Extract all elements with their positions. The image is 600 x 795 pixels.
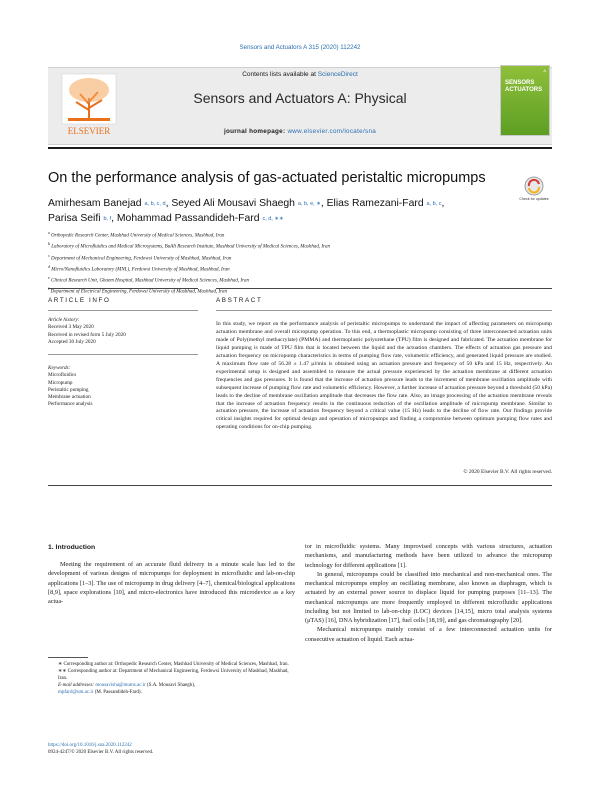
abstract-copyright: © 2020 Elsevier B.V. All rights reserved. (463, 469, 552, 475)
intro-left-column (48, 560, 295, 606)
homepage-link[interactable]: www.elsevier.com/locate/sna (287, 128, 377, 135)
email-link[interactable]: mousavisha@mums.ac.ir (95, 683, 146, 688)
homepage-label: journal homepage: (223, 128, 286, 135)
email-owner: (M. Passandideh-Fard). (93, 690, 142, 695)
history-received: Received 3 May 2020 (48, 324, 94, 331)
keyword-item: Micropump (48, 379, 73, 386)
author-affil-marks[interactable]: a, b, c (426, 201, 442, 207)
affiliation-item: $^a$ Orthopedic Research Center, Mashhad University of Medical Sciences, Mashhad, Iran (48, 230, 225, 239)
abstract-top-rule (216, 288, 552, 289)
article-history (48, 317, 198, 346)
contents-prefix: Contents lists available at (242, 71, 318, 78)
author-affil-marks[interactable]: b, f (103, 216, 112, 222)
intro-right-column (305, 542, 552, 644)
intro-paragraph: In general, micropumps could be classified into mechanical and non-mechanical ones. The mechanical micropumps employ an oscillating membrane, also known as diaphragm, which is actuated by an external power source to displace liquid for pumping purposes [11–13]. The mechanical micropumps are more frequently employed in different microfluidic applications including but not limited to lab-on-chip (LOC) devices [14,15], micro total analysis systems (μTAS) [16], DNA hybridization [17], fuel cells [18,19], and gas chromatography [20]. (305, 570, 552, 624)
author-name[interactable]: Parisa Seifi (48, 213, 101, 224)
history-revised: Received in revised form 5 July 2020 (48, 331, 126, 338)
cover-volume-mark: A (543, 68, 546, 73)
elsevier-wordmark: ELSEVIER (67, 126, 111, 136)
contents-line (48, 71, 552, 78)
doi-link[interactable]: https://doi.org/10.1016/j.sna.2020.112242 (48, 743, 132, 748)
author-affil-marks[interactable]: a, b, c, d (144, 201, 166, 207)
email-label: E-mail addresses: (58, 683, 95, 688)
footnote-divider (48, 657, 88, 658)
footnotes (48, 661, 295, 696)
journal-homepage (48, 128, 552, 135)
doi-block (48, 742, 295, 756)
affiliations (48, 229, 552, 297)
history-accepted: Accepted 30 July 2020 (48, 338, 96, 345)
keywords-rule (48, 354, 198, 355)
check-for-updates-icon[interactable] (518, 175, 550, 205)
running-head[interactable]: Sensors and Actuators A 315 (2020) 112242 (239, 44, 361, 51)
author-affil-marks[interactable]: c, d, ∗∗ (262, 216, 284, 222)
paper-title: On the performance analysis of gas-actuated peristaltic micropumps (48, 170, 486, 186)
author-name[interactable]: Amirhesam Banejad (48, 198, 142, 209)
abstract-body: In this study, we report on the performance analysis of peristaltic micropumps to understand the impact of affecting parameters on micropump actuation membrane and overall micropump operation. To this end, a thermoplastic micropump consisting of three interconnected actuation units made of Poly(methyl methacrylate) (PMMA) and thermoplastic polyurethane (TPU) film is designed and fabricated. The actuation membrane for liquid pumping is made of TPU film that is located between the liquid and the actuation chambers. The effects of actuation gas pressure and actuation frequency on micropump characteristics in terms of pumping flow rate, volumetric efficiency, and generated liquid pressure are studied. A maximum flow rate of 56.28 ± 1.47 μl/min is obtained using an actuation pressure and frequency of 50 kPa and 15 Hz, respectively. An experimental setup is designed and assembled to measure the actual pressure experienced by the actuation membrane at different actuation frequencies and gas pressures. It is found that the increase of actuation pressure leads to the increment of membrane oscillation amplitude with subsequent increase of pumping flow rate and volumetric efficiency. However, a further increase of actuation pressure beyond a threshold (50 kPa) leads to the decline of membrane oscillation amplitude that decreases the flow rate. Also, an image processing of the actuation membrane reveals that the increase of actuation frequency results in the continuous reduction of the oscillation amplitude of micropump membrane. Similar to actuation pressure, the increase of actuation frequency beyond a critical value (15 Hz) leads to the decline of flow rate. Our findings provide critical insights required for optimal design and operation of micropumps and finding a compromise between optimum pumping flow rates and operating conditions for on-chip pumping. (216, 321, 552, 431)
history-label: Article history: (48, 317, 80, 323)
sciencedirect-link[interactable]: ScienceDirect (317, 71, 358, 78)
abstract-bottom-rule (48, 485, 552, 486)
abstract-rule (216, 310, 552, 311)
issn-line: 0924-4247/© 2020 Elsevier B.V. All rights reserved. (48, 750, 154, 755)
journal-masthead (48, 67, 552, 145)
email-owner: (S.A. Mousavi Shaegh), (145, 683, 196, 688)
abstract-heading: ABSTRACT (216, 297, 263, 304)
keywords-label: Keywords: (48, 365, 71, 371)
affiliation-item: $^e$ Clinical Research Unit, Ghaem Hospital, Mashhad University of Medical Sciences, Mashhad, Iran (48, 275, 250, 284)
journal-title: Sensors and Actuators A: Physical (193, 90, 407, 106)
header-divider (48, 147, 552, 149)
corresponding-author-note: ∗∗ Corresponding author at: Department of Mechanical Engineering, Ferdowsi University of Mashhad, Mashhad, Iran. (58, 669, 289, 681)
keyword-item: Peristaltic pumping (48, 386, 89, 393)
author-name[interactable]: Seyed Ali Mousavi Shaegh (171, 198, 295, 209)
article-info-rule (48, 310, 198, 311)
affiliation-item: $^b$ Laboratory of Microfluidics and Medical Microsystems, BuAli Research Institute, Mashhad University of Medical Sciences, Mashhad, Iran (48, 241, 330, 250)
affiliation-item: Department of Electrical Engineering, Ferdowsi University of Mashhad, Mashhad, Iran (50, 289, 228, 295)
author-list: Amirhesam Banejad $^{a, b, c, d}$, Seyed Ali Mousavi Shaegh $^{a, b, e, ∗}$, Elias Ramezani-Fard $^{a, b, c}$, Parisa Seifi $^{b, f}$, Mohammad Passandideh-Fard $^{c, d, ∗∗}$ (48, 198, 445, 224)
section-heading-introduction: 1. Introduction (48, 544, 96, 551)
keyword-item: Performance analysis (48, 401, 93, 408)
keyword-item: Microfluidics (48, 372, 77, 379)
article-info-top-rule (48, 288, 198, 289)
intro-paragraph: tor in microfluidic systems. Many improvised concepts with various structures, actuation mechanisms, and manufacturing methods have been utilized to advance the micropump technology for different applications [1]. (305, 543, 552, 569)
author-affil-marks[interactable]: a, b, e, ∗ (297, 201, 321, 207)
author-name[interactable]: Elias Ramezani-Fard (326, 198, 424, 209)
email-addresses (48, 682, 295, 696)
check-for-updates-label: Check for updates (519, 197, 549, 201)
keyword-item: Membrane actuation (48, 394, 91, 401)
corresponding-author-note: ∗ Corresponding author at: Orthopedic Research Center, Mashhad University of Medical Sciences, Mashhad, Iran. (58, 662, 289, 667)
cover-title-line1: SENSORS (505, 80, 535, 86)
email-link[interactable]: mpfard@um.ac.ir (58, 690, 94, 695)
affiliation-item: $^c$ Department of Mechanical Engineering, Ferdowsi University of Mashhad, Mashhad, Iran (48, 252, 232, 262)
article-info-heading: ARTICLE INFO (48, 297, 111, 304)
affiliation-item: $^d$ Micro/Nanofluidics Laboratory (MNL), Ferdowsi University of Mashhad, Mashhad, Iran (48, 263, 230, 273)
keywords (48, 365, 198, 409)
journal-cover-image[interactable] (500, 65, 550, 136)
intro-paragraph: Mechanical micropumps mainly consist of a few interconnected actuation units for consecutive actuation of liquid. Each actua- (305, 626, 552, 643)
intro-paragraph: Meeting the requirement of an accurate fluid delivery in a minute scale has led to the development of various designs of micropumps for deployment in microfluidic and lab-on-chip applications [1–3]. The use of micropump in drug delivery [4–7], chemical/biological applications [8,9], space explorations [10], and micro-electronics have introduced this microdevice as a key actua- (48, 561, 295, 605)
cover-title-line2: ACTUATORS (505, 87, 543, 93)
author-name[interactable]: Mohammad Passandideh-Fard (116, 213, 260, 224)
